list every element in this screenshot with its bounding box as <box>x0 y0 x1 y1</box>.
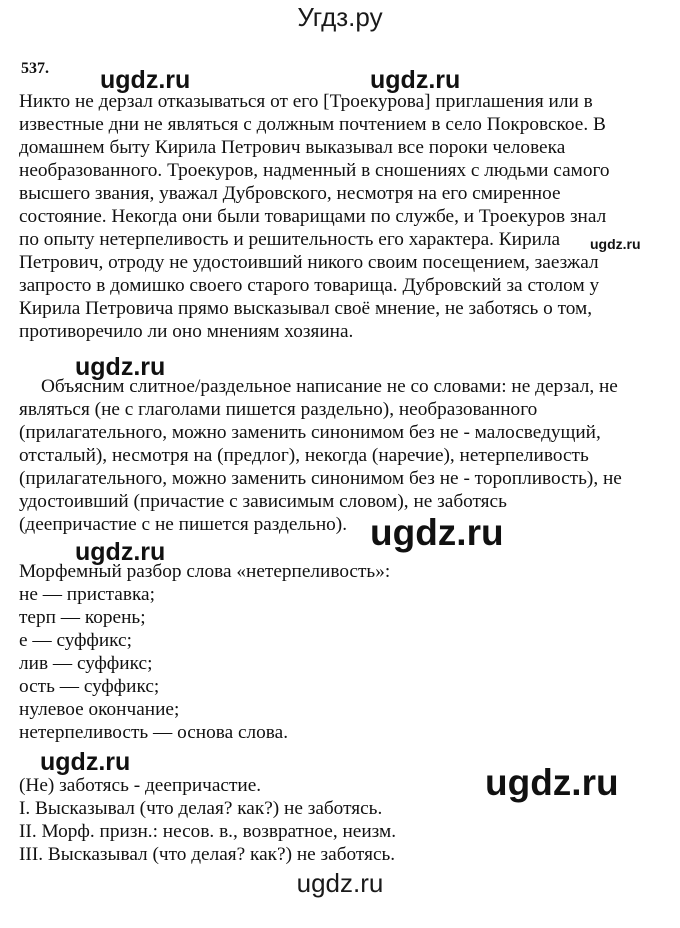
text-line: Кирила Петровича прямо высказывал своё мнение, не заботясь о том, <box>19 298 593 319</box>
text-line: не — приставка; <box>19 584 155 605</box>
text-line: ость — суффикс; <box>19 676 160 697</box>
text-line: (прилагательного, можно заменить синонимом без не - малосведущий, <box>19 422 601 443</box>
footer-watermark: ugdz.ru <box>296 868 384 898</box>
watermark: ugdz.ru <box>370 66 461 94</box>
text-line: удостоивший (причастие с зависимым словом), не заботясь <box>19 491 507 512</box>
watermark: ugdz.ru <box>370 512 504 553</box>
text-line: запросто в домишко своего старого товарища. Дубровский за столом у <box>19 275 600 296</box>
text-line: Объясним слитное/раздельное написание не со словами: не дерзал, не <box>41 376 618 397</box>
watermark: ugdz.ru <box>100 66 191 94</box>
text-line: III. Высказывал (что делая? как?) не заботясь. <box>19 844 396 865</box>
watermark: ugdz.ru <box>590 236 641 252</box>
watermark: ugdz.ru <box>75 538 166 566</box>
text-line: Морфемный разбор слова «нетерпеливость»: <box>19 561 391 582</box>
watermark: ugdz.ru <box>75 353 166 381</box>
text-line: Никто не дерзал отказываться от его [Троекурова] приглашения или в <box>19 91 593 112</box>
text-line: являться (не с глаголами пишется раздельно), необразованного <box>19 399 538 420</box>
text-line: (прилагательного, можно заменить синонимом без не - торопливость), не <box>19 468 622 489</box>
text-line: е — суффикс; <box>19 630 132 651</box>
main-paragraph <box>19 90 669 343</box>
watermark: ugdz.ru <box>40 748 131 776</box>
site-title: Угдз.ру <box>297 2 383 32</box>
text-line: терп — корень; <box>19 607 146 628</box>
text-line: нетерпеливость — основа слова. <box>19 722 289 743</box>
exercise-number: 537. <box>21 60 49 77</box>
text-line: II. Морф. призн.: несов. в., возвратное, неизм. <box>19 821 397 842</box>
text-line: нулевое окончание; <box>19 699 180 720</box>
text-line: высшего звания, уважал Дубровского, несмотря на его смиренное <box>19 183 561 204</box>
text-line: состояние. Некогда они были товарищами по службе, и Троекуров знал <box>19 206 607 227</box>
morpheme-analysis <box>19 560 669 744</box>
text-line: I. Высказывал (что делая? как?) не заботясь. <box>19 798 383 819</box>
text-line: (деепричастие с не пишется раздельно). <box>19 514 348 535</box>
morphological-analysis <box>19 774 669 866</box>
text-line: противоречило ли оно мнениям хозяина. <box>19 321 354 342</box>
text-line: отсталый), несмотря на (предлог), некогда (наречие), нетерпеливость <box>19 445 589 466</box>
text-line: Петрович, отроду не удостоивший никого своим посещением, заезжал <box>19 252 599 273</box>
text-line: известные дни не являться с должным почтением в село Покровское. В <box>19 114 606 135</box>
text-line: (Не) заботясь - деепричастие. <box>19 775 262 796</box>
watermark: ugdz.ru <box>485 762 619 803</box>
text-line: лив — суффикс; <box>19 653 153 674</box>
text-line: домашнем быту Кирила Петрович выказывал все пороки человека <box>19 137 566 158</box>
explanation-paragraph <box>19 375 669 536</box>
text-line: по опыту нетерпеливость и решительность его характера. Кирила <box>19 229 561 250</box>
text-line: необразованного. Троекуров, надменный в сношениях с людьми самого <box>19 160 610 181</box>
